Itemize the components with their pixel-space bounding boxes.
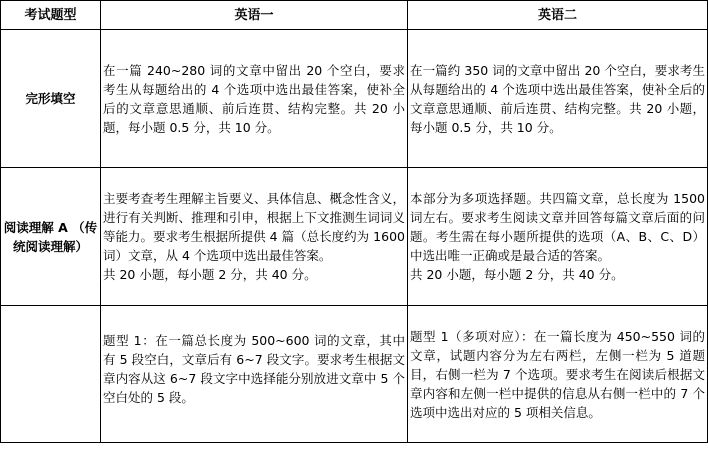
header-english-two: 英语二 [408,1,708,30]
header-row [1,1,708,30]
cell-english-two [408,30,708,168]
cell-text: 在一篇 240~280 词的文章中留出 20 个空白，要求考生从每题给出的 4 个选项中选出最佳答案，使补全后的文章意思通顺、前后连贯、结构完整。共 20 小题，每小题 0.5 分，共 10 分。 [103,62,405,135]
cell-score-text: 共 20 小题，每小题 2 分，共 40 分。 [410,267,624,282]
row-type-cloze: 完形填空 [1,30,101,168]
cell-english-two [408,306,708,443]
cell-english-one [101,30,408,168]
cell-text: 题型 1（多项对应）：在一篇长度为 450~550 词的文章，试题内容分为左右两栏，左侧一栏为 5 道题目，右侧一栏为 7 个选项。要求考生在阅读后根据文章内容和左侧一栏中提供的信息从右侧一栏中的 7 个选项中选出对应的 5 项相关信息。 [410,328,705,420]
header-type: 考试题型 [1,1,101,30]
cell-text: 本部分为多项选择题。共四篇文章，总长度为 1500 词左右。要求考生阅读文章并回答每篇文章后面的问题。考生需在每小题所提供的选项（A、B、C、D）中选出唯一正确或是最合适的答案。 [410,191,705,263]
cell-score-text: 共 20 小题，每小题 2 分，共 40 分。 [103,267,317,282]
cell-text: 题型 1：在一篇总长度为 500~600 词的文章，其中有 5 段空白，文章后有 6~7 段文字。要求考生根据文章内容从这 6~7 段文字中选择能分别放进文章中 5 个空白处的 5 段。 [103,333,405,405]
header-english-one: 英语一 [101,1,408,30]
cell-english-two [408,168,708,306]
row-type-reading-a: 阅读理解 A （传统阅读理解） [1,168,101,306]
cell-english-one [101,168,408,306]
cell-text: 主要考查考生理解主旨要义、具体信息、概念性含义，进行有关判断、推理和引申，根据上下文推测生词词义等能力。要求考生根据所提供 4 篇（总长度约为 1600 词）文章，从 4 个选项中选出最佳答案。 [103,191,405,263]
cell-text: 在一篇约 350 词的文章中留出 20 个空白，要求考生从每题给出的 4 个选项中选出最佳答案，使补全后的文章意思通顺、前后连贯、结构完整。共 20 小题，每小题 0.5 分，共 10 分。 [410,62,705,135]
table-row [1,168,708,306]
cell-english-one [101,306,408,443]
row-type-empty [1,306,101,443]
table-row [1,306,708,443]
table-row [1,30,708,168]
